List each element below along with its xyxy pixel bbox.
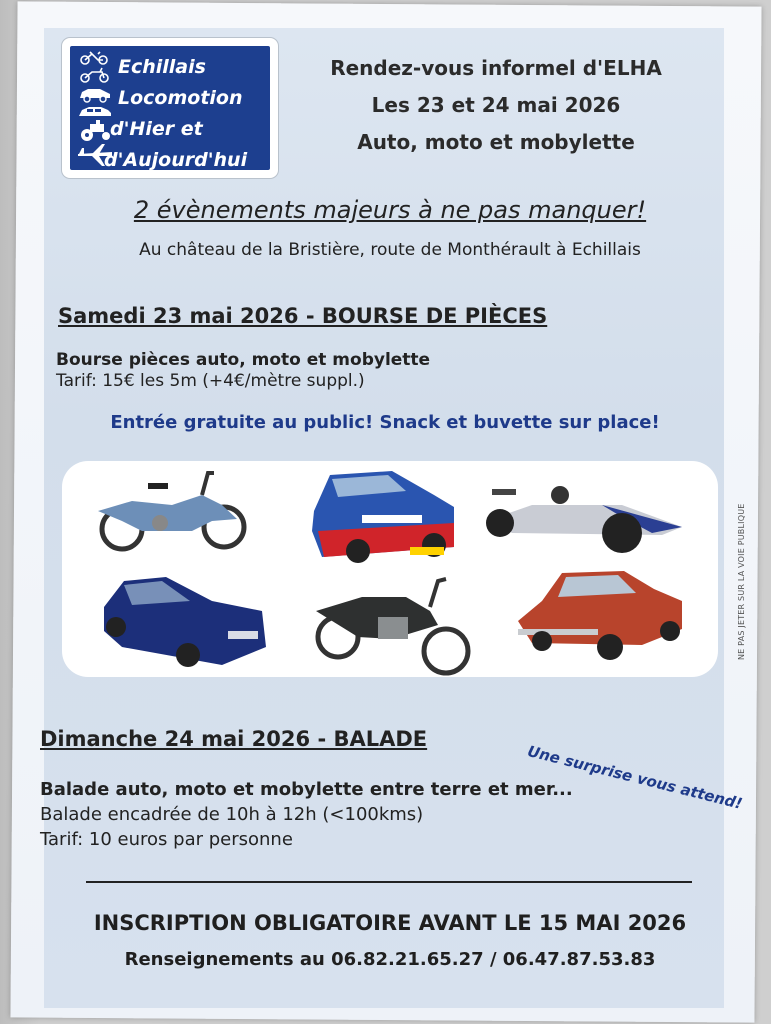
sunday-price: Tarif: 10 euros par personne xyxy=(40,829,293,850)
motorcycle-photo xyxy=(316,579,468,673)
contact-phones: Renseignements au 06.82.21.65.27 / 06.47.87.53.83 xyxy=(124,949,656,970)
saturday-title: Samedi 23 mai 2026 - BOURSE DE PIÈCES xyxy=(58,304,548,328)
classic-sedan-photo xyxy=(518,571,682,660)
car-icon xyxy=(80,89,110,102)
saturday-details xyxy=(56,350,430,392)
header-dates: Les 23 et 24 mai 2026 xyxy=(371,93,621,117)
car-icon xyxy=(79,107,111,116)
event-header xyxy=(296,50,696,161)
logo-badge xyxy=(70,46,270,170)
logo-line: Locomotion xyxy=(118,87,243,109)
hatchback-photo xyxy=(104,577,266,667)
sunday-schedule: Balade encadrée de 10h à 12h (<100kms) xyxy=(40,804,424,825)
surprise-note: Une surprise vous attend! xyxy=(525,742,745,813)
registration-notice: INSCRIPTION OBLIGATOIRE AVANT LE 15 MAI 2026 xyxy=(93,911,687,935)
logo-line: d'Hier et xyxy=(110,118,203,140)
header-line: Rendez-vous informel d'ELHA xyxy=(330,56,662,80)
free-entry-text: Entrée gratuite au public! Snack et buvette sur place! xyxy=(110,412,660,433)
sunday-details xyxy=(40,777,573,852)
vehicle-photos xyxy=(62,461,718,677)
location-text: Au château de la Bristière, route de Monthérault à Echillais xyxy=(139,240,641,260)
logo-line: Echillais xyxy=(118,56,206,78)
moped-photo xyxy=(98,473,244,549)
headline: 2 évènements majeurs à ne pas manquer! xyxy=(133,196,647,224)
divider xyxy=(86,881,692,883)
tractor-icon xyxy=(81,120,110,141)
sunday-title: Dimanche 24 mai 2026 - BALADE xyxy=(40,727,428,751)
race-car-photo xyxy=(486,486,682,553)
side-note: NE PAS JETER SUR LA VOIE PUBLIQUE xyxy=(737,503,746,660)
logo-line: d'Aujourd'hui xyxy=(104,149,248,171)
saturday-line: Bourse pièces auto, moto et mobylette xyxy=(56,350,431,370)
bicycle-icon xyxy=(81,52,107,64)
elha-logo xyxy=(62,38,278,178)
logo-text xyxy=(104,52,270,176)
rally-car-photo xyxy=(312,471,454,563)
header-line: Auto, moto et mobylette xyxy=(357,130,635,154)
moped-icon xyxy=(81,68,108,82)
saturday-price: Tarif: 15€ les 5m (+4€/mètre suppl.) xyxy=(56,371,365,391)
sunday-line: Balade auto, moto et mobylette entre terre et mer... xyxy=(40,779,573,800)
